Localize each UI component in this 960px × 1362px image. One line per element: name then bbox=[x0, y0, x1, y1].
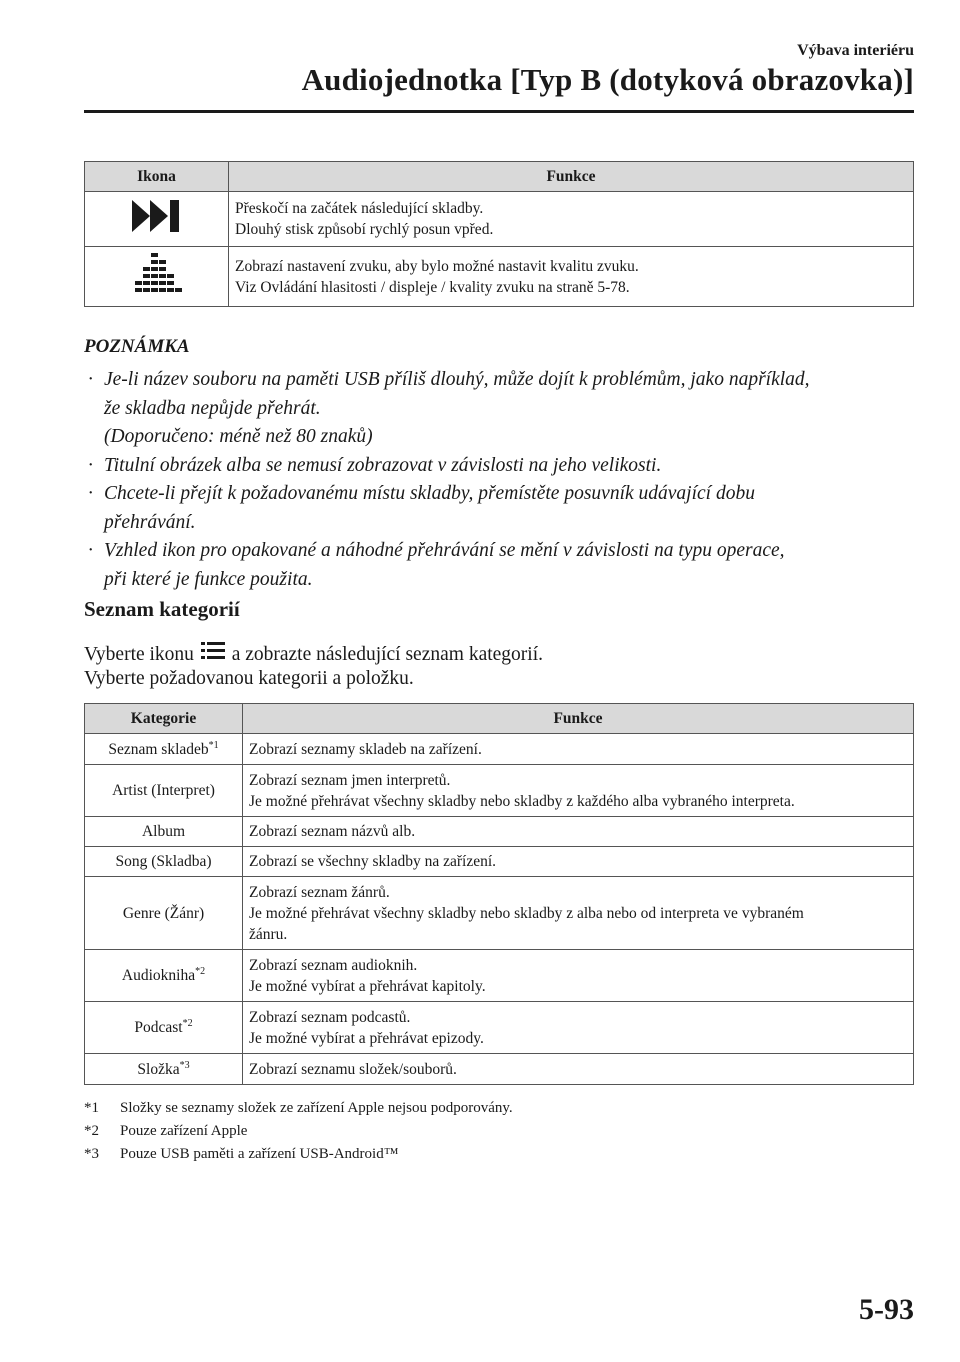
page-title: Audiojednotka [Typ B (dotyková obrazovka)] bbox=[301, 62, 914, 97]
table-row bbox=[85, 247, 914, 307]
function-cell bbox=[243, 950, 914, 1002]
table-row bbox=[85, 734, 914, 765]
table-row bbox=[85, 1002, 914, 1054]
footnote bbox=[84, 1120, 513, 1143]
category-cell bbox=[85, 1054, 243, 1085]
bullet: · bbox=[88, 540, 93, 561]
category-name: Složka bbox=[137, 1060, 180, 1078]
table-row bbox=[85, 950, 914, 1002]
function-cell bbox=[243, 765, 914, 817]
note-line: přehrávání. bbox=[104, 511, 196, 533]
footnote-mark: *2 bbox=[84, 1123, 99, 1139]
category-name: Seznam skladeb bbox=[108, 740, 209, 758]
footnote-text: Pouze zařízení Apple bbox=[120, 1123, 248, 1139]
function-cell bbox=[243, 817, 914, 847]
bullet: · bbox=[88, 483, 93, 504]
function-line: Zobrazí seznam audioknih. bbox=[249, 956, 418, 974]
category-cell bbox=[85, 877, 243, 950]
function-line: Přeskočí na začátek následující skladby. bbox=[235, 200, 484, 217]
category-name: Album bbox=[141, 823, 186, 840]
category-cell bbox=[85, 1002, 243, 1054]
note-line: při které je funkce použita. bbox=[104, 568, 313, 590]
note-item bbox=[84, 366, 924, 452]
page-number: 5-93 bbox=[859, 1293, 914, 1326]
function-line: Dlouhý stisk způsobí rychlý posun vpřed. bbox=[235, 221, 494, 238]
note-line: že skladba nepůjde přehrát. bbox=[104, 397, 321, 419]
function-line: Zobrazí seznam podcastů. bbox=[249, 1008, 411, 1026]
category-table bbox=[84, 703, 914, 1085]
footnote-text: Pouze USB paměti a zařízení USB-Android™ bbox=[120, 1146, 399, 1162]
note-line: Vzhled ikon pro opakované a náhodné přehrávání se mění v závislosti na typu operace, bbox=[104, 540, 785, 561]
footnote-ref: *1 bbox=[208, 739, 219, 751]
function-cell bbox=[243, 734, 914, 765]
icon-cell bbox=[85, 192, 229, 247]
footnote bbox=[84, 1143, 513, 1166]
function-line: Viz Ovládání hlasitosti / displeje / kvality zvuku na straně 5-78. bbox=[235, 278, 630, 296]
list-icon bbox=[201, 641, 225, 661]
function-line: žánru. bbox=[249, 925, 288, 943]
category-cell bbox=[85, 950, 243, 1002]
table-row bbox=[85, 1054, 914, 1085]
skip-forward-icon bbox=[130, 198, 184, 234]
table-row bbox=[85, 765, 914, 817]
footnote-ref: *2 bbox=[195, 965, 206, 977]
column-header-function: Funkce bbox=[243, 704, 914, 734]
function-line: Je možné přehrávat všechny skladby nebo skladby z každého alba vybraného interpreta. bbox=[249, 792, 795, 810]
function-line: Zobrazí seznamu složek/souborů. bbox=[249, 1060, 457, 1078]
function-line: Je možné vybírat a přehrávat epizody. bbox=[249, 1029, 484, 1047]
icon-function-table bbox=[84, 161, 914, 307]
footnotes bbox=[84, 1097, 513, 1166]
note-item bbox=[84, 537, 924, 594]
category-cell bbox=[85, 765, 243, 817]
note-list bbox=[84, 366, 924, 594]
note-line: Titulní obrázek alba se nemusí zobrazovat v závislosti na jeho velikosti. bbox=[104, 454, 662, 476]
paragraph bbox=[84, 641, 543, 668]
table-row bbox=[85, 877, 914, 950]
icon-cell bbox=[85, 247, 229, 307]
function-cell bbox=[229, 247, 914, 307]
table-header-row bbox=[85, 162, 914, 192]
function-line: Zobrazí seznam jmen interpretů. bbox=[249, 771, 451, 789]
bullet: · bbox=[88, 454, 93, 476]
footnote bbox=[84, 1097, 513, 1120]
function-cell bbox=[243, 1054, 914, 1085]
function-cell bbox=[243, 1002, 914, 1054]
category-name: Podcast bbox=[134, 1019, 183, 1036]
category-name: Audiokniha bbox=[121, 967, 196, 984]
note-line: Je-li název souboru na paměti USB příliš dlouhý, může dojít k problémům, jako například, bbox=[104, 369, 810, 390]
note-line: (Doporučeno: méně než 80 znaků) bbox=[104, 426, 373, 447]
footnote-mark: *3 bbox=[84, 1146, 99, 1162]
paragraph: Vyberte požadovanou kategorii a položku. bbox=[84, 668, 414, 689]
category-cell bbox=[85, 847, 243, 877]
footnote-ref: *2 bbox=[182, 1017, 193, 1029]
function-line: Zobrazí seznam názvů alb. bbox=[249, 823, 416, 840]
equalizer-icon bbox=[129, 251, 185, 297]
footnote-text: Složky se seznamy složek ze zařízení Apple nejsou podporovány. bbox=[120, 1100, 513, 1116]
column-header-function: Funkce bbox=[229, 162, 914, 192]
category-name: Song (Skladba) bbox=[115, 853, 212, 870]
column-header-icon: Ikona bbox=[85, 162, 229, 192]
note-item bbox=[84, 480, 924, 537]
table-row bbox=[85, 817, 914, 847]
function-line: Zobrazí seznam žánrů. bbox=[249, 883, 390, 901]
category-name: Genre (Žánr) bbox=[122, 904, 205, 922]
function-cell bbox=[243, 847, 914, 877]
category-cell bbox=[85, 734, 243, 765]
section-label: Výbava interiéru bbox=[797, 42, 914, 59]
section-heading: Seznam kategorií bbox=[84, 597, 240, 621]
function-line: Zobrazí nastavení zvuku, aby bylo možné nastavit kvalitu zvuku. bbox=[235, 257, 639, 275]
function-line: Je možné přehrávat všechny skladby nebo skladby z alba nebo od interpreta ve vybraném bbox=[249, 904, 804, 922]
column-header-category: Kategorie bbox=[85, 704, 243, 734]
table-header-row bbox=[85, 704, 914, 734]
function-line: Zobrazí se všechny skladby na zařízení. bbox=[249, 853, 497, 870]
footnote-ref: *3 bbox=[179, 1059, 190, 1071]
function-line: Zobrazí seznamy skladeb na zařízení. bbox=[249, 740, 482, 758]
table-row bbox=[85, 847, 914, 877]
note-line: Chcete-li přejít k požadovanému místu skladby, přemístěte posuvník udávající dobu bbox=[104, 483, 755, 504]
title-rule bbox=[84, 110, 914, 113]
category-name: Artist (Interpret) bbox=[112, 782, 215, 799]
note-item bbox=[84, 452, 924, 481]
bullet: · bbox=[88, 369, 93, 390]
function-cell bbox=[243, 877, 914, 950]
footnote-mark: *1 bbox=[84, 1100, 99, 1116]
table-row bbox=[85, 192, 914, 247]
category-cell bbox=[85, 817, 243, 847]
function-line: Je možné vybírat a přehrávat kapitoly. bbox=[249, 977, 486, 995]
function-cell bbox=[229, 192, 914, 247]
paragraph-text: Vyberte ikonu bbox=[84, 644, 194, 665]
paragraph-text: a zobrazte následující seznam kategorií. bbox=[231, 644, 544, 665]
note-title: POZNÁMKA bbox=[84, 336, 190, 357]
